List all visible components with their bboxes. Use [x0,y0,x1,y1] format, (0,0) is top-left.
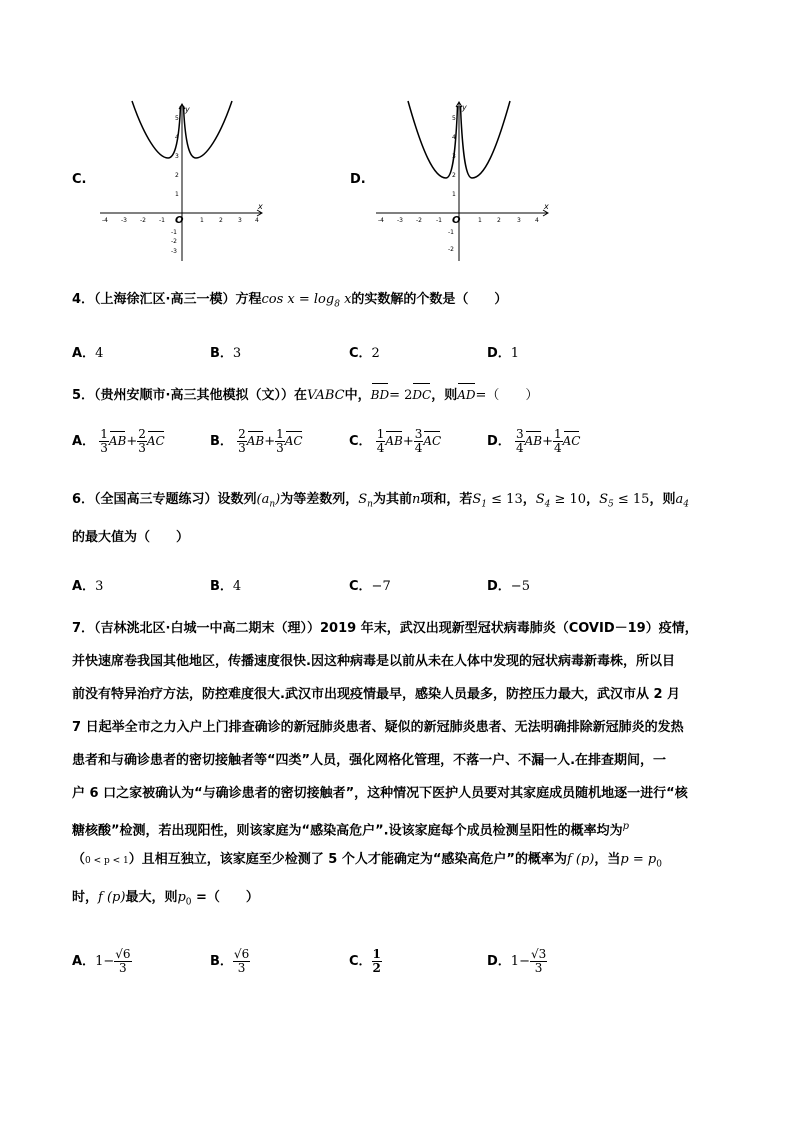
graph-d [372,96,552,266]
q6-option-d[interactable]: D．−5 [487,579,530,594]
q4-equation: cos x = log [261,292,335,307]
q5-triangle: VABC [306,388,345,403]
graph-d-curve-right [461,101,511,178]
svg-text:2: 2 [452,172,456,179]
svg-text:4: 4 [255,217,259,224]
q4-option-d[interactable]: D．1 [487,346,520,361]
q7-option-a[interactable]: A．1− $\frac{√6}{3}$ [72,947,131,975]
question-7-line-3: 前没有特异治疗方法，防控难度很大.武汉市出现疫情最早，感染人员最多，防控压力最大，武汉市从 2 月 [72,687,681,702]
svg-text:-1: -1 [159,217,165,224]
svg-text:-2: -2 [171,238,177,245]
q5-vector-bd: BD [370,388,390,402]
graph-d-curve-left [408,101,458,178]
svg-text:-2: -2 [416,217,422,224]
question-6: 6．（全国高三专题练习）设数列$(a_n)$为等差数列，$S_n$为其前n项和，若$S_1 \le 13$，$S_4 \ge 10$，$S_5 \le 15$，则$a_4$ [72,492,689,510]
option-c-label: C. [72,172,87,187]
q5-option-b[interactable]: B． $\frac{2}{3}$ AB+ $\frac{1}{3}$ AC [210,427,303,455]
q4-log-base: 8 [334,299,340,310]
question-5: 5．（贵州安顺市·高三其他模拟（文））在VABC中，BD= 2DC，则AD=（ ） [72,388,539,403]
question-7-line-2: 并快速席卷我国其他地区，传播速度很快.因这种病毒是以前从未在人体中发现的冠状病毒新毒株，所以目 [72,654,675,669]
q4-equation-x: x [339,292,352,307]
q6-option-a[interactable]: A．3 [72,579,104,594]
graph-c-origin: O [175,215,184,226]
q5-option-d[interactable]: D． $\frac{3}{4}$ AB+ $\frac{1}{4}$ AC [487,427,581,455]
svg-text:4: 4 [452,134,456,141]
svg-text:4: 4 [535,217,539,224]
svg-text:3: 3 [175,153,179,160]
q7-option-b[interactable]: B． $\frac{√6}{3}$ [210,947,250,975]
svg-text:3: 3 [238,217,242,224]
svg-text:-4: -4 [102,217,108,224]
q7-option-d[interactable]: D．1− $\frac{√3}{3}$ [487,947,547,975]
svg-text:2: 2 [219,217,223,224]
svg-text:-4: -4 [378,217,384,224]
graph-d-y-label: y [462,103,467,112]
svg-text:-1: -1 [448,229,454,236]
svg-text:1: 1 [452,191,456,198]
graph-c-curve-right [184,101,233,158]
svg-text:5: 5 [175,115,179,122]
svg-text:3: 3 [517,217,521,224]
question-7-line-7: 糖核酸”检测，若出现阳性，则该家庭为“感染高危户”.设该家庭每个成员检测呈阳性的概率均为$^p$ [72,821,629,839]
q7-option-c[interactable]: C． $\frac{1}{2}$ [349,947,381,975]
q5-vector-dc: DC [412,388,432,402]
svg-text:-2: -2 [140,217,146,224]
option-d-label: D. [350,172,366,187]
q4-option-a[interactable]: A．4 [72,346,104,361]
svg-text:-3: -3 [121,217,127,224]
question-7-line-9: 时，f (p)最大，则$p_0$ =（ ） [72,890,259,908]
question-6-line-2: 的最大值为（ ） [72,530,190,545]
q4-option-c[interactable]: C．2 [349,346,380,361]
graph-d-x-label: x [544,202,549,211]
question-7-line-4: 7 日起举全市之力入户上门排查确诊的新冠肺炎患者、疑似的新冠肺炎患者、无法明确排除新冠肺炎的发热 [72,720,684,735]
graph-c-x-label: x [258,202,263,211]
graph-d-origin: O [452,215,461,226]
q6-option-b[interactable]: B．4 [210,579,242,594]
svg-text:-3: -3 [171,248,177,255]
question-7-line-5: 患者和与确诊患者的密切接触者等“四类”人员，强化网格化管理，不落一户、不漏一人.在排查期间，一 [72,753,667,768]
svg-text:1: 1 [478,217,482,224]
svg-text:2: 2 [497,217,501,224]
svg-text:1: 1 [200,217,204,224]
question-4 [72,291,507,314]
q4-option-b[interactable]: B．3 [210,346,242,361]
svg-text:3: 3 [452,153,456,160]
q4-tail: 的实数解的个数是（ ） [351,292,508,307]
question-7-line-1: 7．（吉林洮北区·白城一中高二期末（理））2019 年末，武汉出现新型冠状病毒肺炎（COVID－19）疫情， [72,621,698,636]
svg-text:-2: -2 [448,246,454,253]
graph-c-y-label: y [185,105,190,114]
svg-text:1: 1 [175,191,179,198]
q5-option-a[interactable]: A． $\frac{1}{3}$ AB+ $\frac{2}{3}$ AC [72,427,165,455]
svg-text:-1: -1 [436,217,442,224]
graph-c [96,96,266,266]
q5-vector-ad: AD [457,388,476,402]
q6-option-c[interactable]: C．−7 [349,579,391,594]
svg-text:2: 2 [175,172,179,179]
svg-text:-1: -1 [171,229,177,236]
svg-text:5: 5 [452,115,456,122]
q4-stem: 4．（上海徐汇区·高三一模）方程 [72,292,262,307]
svg-text:4: 4 [175,134,179,141]
question-7-line-8: （0 < p < 1）且相互独立，该家庭至少检测了 5 个人才能确定为“感染高危户”的概率为f (p)，当$p = p_0$ [72,852,662,870]
svg-text:-3: -3 [397,217,403,224]
question-7-line-6: 户 6 口之家被确认为“与确诊患者的密切接触者”，这种情况下医护人员要对其家庭成员随机地逐一进行“核 [72,786,688,801]
q5-option-c[interactable]: C． $\frac{1}{4}$ AB+ $\frac{3}{4}$ AC [349,427,442,455]
graph-c-curve-left [132,101,181,158]
